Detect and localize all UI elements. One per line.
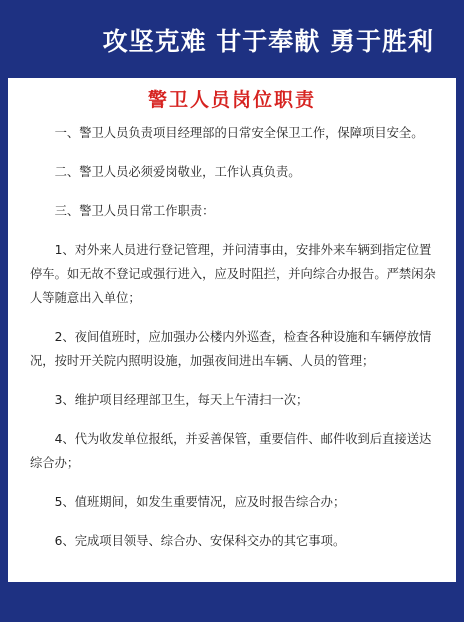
footer-band [0,582,464,622]
duty-item-4: 4、代为收发单位报纸，并妥善保管，重要信件、邮件收到后直接送达综合办； [30,432,432,470]
paragraph-2: 二、警卫人员必须爱岗敬业，工作认真负责。 [54,165,301,179]
paragraph-3: 三、警卫人员日常工作职责： [54,204,215,218]
left-frame [0,78,8,582]
duty-item-2: 2、夜间值班时，应加强办公楼内外巡查，检查各种设施和车辆停放情况，按时开关院内照明设施，加强夜间进出车辆、人员的管理； [30,330,432,368]
duty-item-3: 3、维护项目经理部卫生，每天上午清扫一次； [54,393,309,407]
document-title: 警卫人员岗位职责 [147,89,316,111]
document-body [30,121,438,568]
right-frame [456,78,464,582]
duty-item-5: 5、值班期间，如发生重要情况，应及时报告综合办； [54,495,346,509]
paragraph-1: 一、警卫人员负责项目经理部的日常安全保卫工作，保障项目安全。 [54,126,424,140]
slogan: 攻坚克难 甘于奉献 勇于胜利 [102,27,434,56]
duty-item-1: 1、对外来人员进行登记管理，并问清事由，安排外来车辆到指定位置停车。如无故不登记或强行进入，应及时阻拦，并向综合办报告。严禁闲杂人等随意出入单位； [30,243,436,305]
duty-item-6: 6、完成项目领导、综合办、安保科交办的其它事项。 [54,534,346,548]
